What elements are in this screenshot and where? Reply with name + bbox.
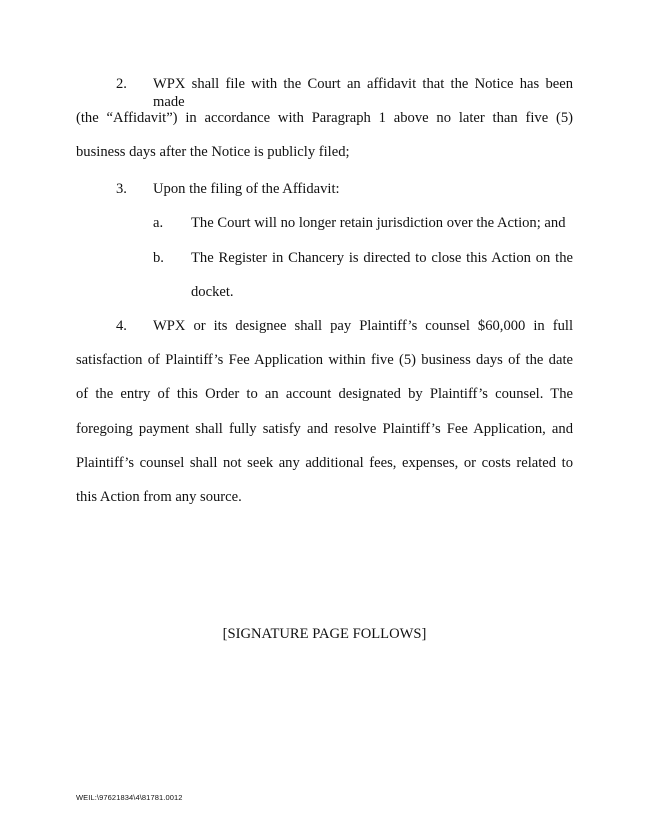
paragraph-3-text: Upon the filing of the Affidavit: — [153, 181, 340, 197]
paragraph-3-number: 3. — [116, 181, 127, 197]
paragraph-4-line-5: Plaintiff’s counsel shall not seek any additional fees, expenses, or costs related to — [76, 455, 573, 471]
footer-document-id: WEIL:\97621834\4\81781.0012 — [76, 793, 183, 802]
paragraph-2-line-2: (the “Affidavit”) in accordance with Paragraph 1 above no later than five (5) — [76, 110, 573, 126]
paragraph-4-line-1: WPX or its designee shall pay Plaintiff’s counsel $60,000 in full — [153, 318, 573, 334]
subitem-a-text: The Court will no longer retain jurisdiction over the Action; and — [191, 215, 566, 231]
paragraph-4-line-6: this Action from any source. — [76, 489, 242, 505]
paragraph-4-number: 4. — [116, 318, 127, 334]
subitem-b-letter: b. — [153, 250, 164, 266]
subitem-b-line-1: The Register in Chancery is directed to close this Action on the — [191, 250, 573, 266]
paragraph-4-line-4: foregoing payment shall fully satisfy and resolve Plaintiff’s Fee Application, and — [76, 421, 573, 437]
subitem-b-line-2: docket. — [191, 284, 234, 300]
paragraph-2-number: 2. — [116, 76, 127, 92]
paragraph-4-line-3: of the entry of this Order to an account designated by Plaintiff’s counsel. The — [76, 386, 573, 402]
paragraph-2-line-3: business days after the Notice is publicly filed; — [76, 144, 350, 160]
subitem-a-letter: a. — [153, 215, 164, 231]
signature-page-note: [SIGNATURE PAGE FOLLOWS] — [222, 626, 427, 642]
paragraph-2-line-1: WPX shall file with the Court an affidavit that the Notice has been made — [153, 76, 573, 110]
paragraph-4-line-2: satisfaction of Plaintiff’s Fee Application within five (5) business days of the date — [76, 352, 573, 368]
